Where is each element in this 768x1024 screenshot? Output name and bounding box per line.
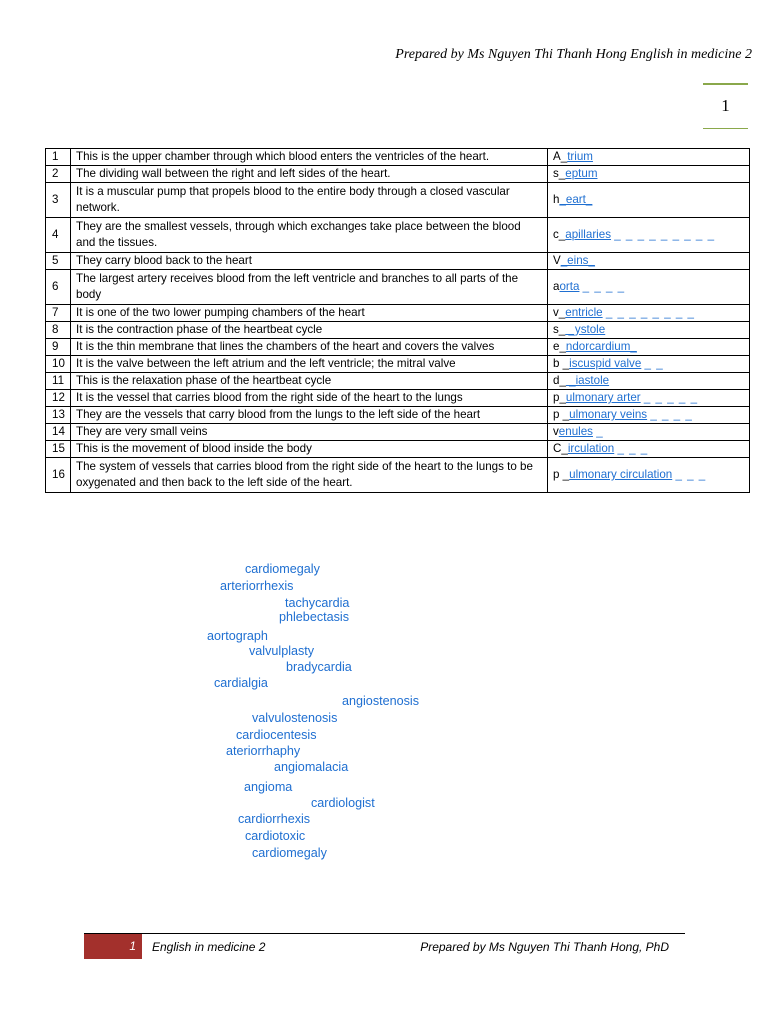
vocabulary-table — [45, 148, 750, 493]
word-item: arteriorrhexis — [220, 579, 294, 593]
word-item: valvulplasty — [249, 644, 315, 658]
answer-filled: _eins_ — [560, 254, 595, 267]
row-number: 15 — [46, 441, 71, 458]
table-row — [46, 149, 750, 166]
row-description: The largest artery receives blood from the left ventricle and branches to all parts of the body — [71, 270, 548, 305]
answer-blank: _ _ _ _ — [650, 408, 693, 421]
row-answer[interactable] — [548, 390, 750, 407]
answer-filled: ulmonary arter — [565, 391, 641, 404]
table-row — [46, 441, 750, 458]
table-row — [46, 183, 750, 218]
table-row — [46, 305, 750, 322]
row-number: 13 — [46, 407, 71, 424]
row-answer[interactable] — [548, 441, 750, 458]
row-description: It is the contraction phase of the heartbeat cycle — [71, 322, 548, 339]
row-answer[interactable] — [548, 149, 750, 166]
row-number: 4 — [46, 218, 71, 253]
table-row — [46, 166, 750, 183]
answer-filled: ndorcardium_ — [565, 340, 637, 353]
page-rule-top — [703, 83, 748, 85]
answer-prefix: V — [553, 254, 561, 267]
row-answer[interactable] — [548, 270, 750, 305]
table-row — [46, 390, 750, 407]
answer-prefix: s_ — [553, 167, 566, 180]
answer-filled: orta — [559, 280, 580, 293]
row-number: 9 — [46, 339, 71, 356]
answer-prefix: v_ — [553, 306, 566, 319]
row-description: It is a muscular pump that propels blood to the entire body through a closed vascular network. — [71, 183, 548, 218]
table-row — [46, 424, 750, 441]
word-item: cardiomegaly — [252, 846, 327, 860]
answer-prefix: v — [553, 425, 559, 438]
answer-prefix: a — [553, 280, 560, 293]
footer-rule — [84, 933, 685, 934]
answer-filled: ulmonary veins — [569, 408, 648, 421]
answer-prefix: e_ — [553, 340, 566, 353]
row-answer[interactable] — [548, 373, 750, 390]
row-answer[interactable] — [548, 339, 750, 356]
answer-prefix: h — [553, 193, 560, 206]
word-item: cardiomegaly — [245, 562, 320, 576]
row-number: 11 — [46, 373, 71, 390]
row-answer[interactable] — [548, 407, 750, 424]
word-item: tachycardia — [285, 596, 350, 610]
row-answer[interactable] — [548, 458, 750, 493]
answer-filled: trium — [567, 150, 593, 163]
row-answer[interactable] — [548, 356, 750, 373]
row-answer[interactable] — [548, 253, 750, 270]
row-description: They carry blood back to the heart — [71, 253, 548, 270]
word-item: phlebectasis — [279, 610, 350, 624]
word-item: cardiologist — [311, 796, 375, 810]
answer-filled: ulmonary circulation — [569, 468, 673, 481]
table-row — [46, 407, 750, 424]
row-answer[interactable] — [548, 305, 750, 322]
answer-prefix: s_ — [553, 323, 566, 336]
table-row — [46, 253, 750, 270]
answer-prefix: C_ — [553, 442, 568, 455]
answer-filled: enules — [558, 425, 593, 438]
row-description: It is the vessel that carries blood from the right side of the heart to the lungs — [71, 390, 548, 407]
answer-blank: _ _ _ _ _ — [643, 391, 699, 404]
row-answer[interactable] — [548, 183, 750, 218]
row-description: It is the valve between the left atrium and the left ventricle; the mitral valve — [71, 356, 548, 373]
row-description: It is the thin membrane that lines the chambers of the heart and covers the valves — [71, 339, 548, 356]
answer-filled: _ystole — [565, 323, 606, 336]
page-number-box — [703, 83, 748, 129]
row-number: 10 — [46, 356, 71, 373]
row-description: The dividing wall between the right and left sides of the heart. — [71, 166, 548, 183]
row-description: They are the vessels that carry blood from the lungs to the left side of the heart — [71, 407, 548, 424]
word-item: cardiorrhexis — [238, 812, 311, 826]
row-number: 14 — [46, 424, 71, 441]
row-number: 16 — [46, 458, 71, 493]
table-row — [46, 270, 750, 305]
answer-blank: _ _ _ _ _ _ _ _ _ — [614, 228, 716, 241]
answer-filled: entricle — [565, 306, 603, 319]
word-item: cardiocentesis — [236, 728, 317, 742]
word-item: angiostenosis — [342, 694, 420, 708]
answer-prefix: c_ — [553, 228, 566, 241]
row-number: 6 — [46, 270, 71, 305]
word-item: valvulostenosis — [252, 711, 338, 725]
table-row — [46, 218, 750, 253]
row-number: 8 — [46, 322, 71, 339]
word-item: ateriorrhaphy — [226, 744, 301, 758]
header-text: Prepared by Ms Nguyen Thi Thanh Hong English in medicine 2 — [395, 47, 752, 62]
row-description: This is the relaxation phase of the heartbeat cycle — [71, 373, 548, 390]
table-row — [46, 322, 750, 339]
answer-blank: _ _ _ — [617, 442, 649, 455]
table-row — [46, 339, 750, 356]
row-description: It is one of the two lower pumping chambers of the heart — [71, 305, 548, 322]
answer-prefix: p_ — [553, 391, 566, 404]
answer-prefix: p _ — [553, 408, 570, 421]
row-description: They are the smallest vessels, through which exchanges take place between the blood and the tissues. — [71, 218, 548, 253]
answer-filled: iscuspid valve — [569, 357, 642, 370]
row-answer[interactable] — [548, 424, 750, 441]
row-answer[interactable] — [548, 322, 750, 339]
word-item: angiomalacia — [274, 760, 349, 774]
table-row — [46, 356, 750, 373]
answer-prefix: p _ — [553, 468, 570, 481]
table-row — [46, 458, 750, 493]
row-number: 2 — [46, 166, 71, 183]
table-row — [46, 373, 750, 390]
row-description: This is the upper chamber through which blood enters the ventricles of the heart. — [71, 149, 548, 166]
page-number: 1 — [721, 96, 730, 115]
answer-prefix: b _ — [553, 357, 570, 370]
answer-blank: _ _ — [644, 357, 664, 370]
row-description: They are very small veins — [71, 424, 548, 441]
row-answer[interactable] — [548, 218, 750, 253]
row-description: The system of vessels that carries blood from the right side of the heart to the lungs to be oxygenated and then back to the left side of the heart. — [71, 458, 548, 493]
answer-blank: _ _ _ _ _ _ _ _ — [605, 306, 695, 319]
row-description: This is the movement of blood inside the body — [71, 441, 548, 458]
footer-page-number: 1 — [84, 934, 142, 959]
row-number: 1 — [46, 149, 71, 166]
word-item: bradycardia — [286, 660, 352, 674]
page-rule-bottom — [703, 128, 748, 129]
word-item: cardialgia — [214, 676, 268, 690]
row-number: 3 — [46, 183, 71, 218]
word-item: aortograph — [207, 629, 268, 643]
footer-course-title: English in medicine 2 — [152, 940, 266, 954]
answer-filled: _iastole — [565, 374, 610, 387]
row-answer[interactable] — [548, 166, 750, 183]
word-item: angioma — [244, 780, 293, 794]
answer-blank: _ _ _ — [675, 468, 707, 481]
row-number: 5 — [46, 253, 71, 270]
answer-filled: _eart_ — [559, 193, 593, 206]
footer-author: Prepared by Ms Nguyen Thi Thanh Hong, PhD — [420, 940, 669, 954]
word-item: cardiotoxic — [245, 829, 306, 843]
answer-filled: apillaries — [565, 228, 612, 241]
row-number: 12 — [46, 390, 71, 407]
answer-blank: _ — [596, 425, 604, 438]
answer-prefix: A_ — [553, 150, 568, 163]
answer-prefix: d_ — [553, 374, 566, 387]
row-number: 7 — [46, 305, 71, 322]
answer-filled: eptum — [565, 167, 598, 180]
answer-blank: _ _ _ _ — [582, 280, 626, 293]
answer-filled: irculation — [567, 442, 615, 455]
